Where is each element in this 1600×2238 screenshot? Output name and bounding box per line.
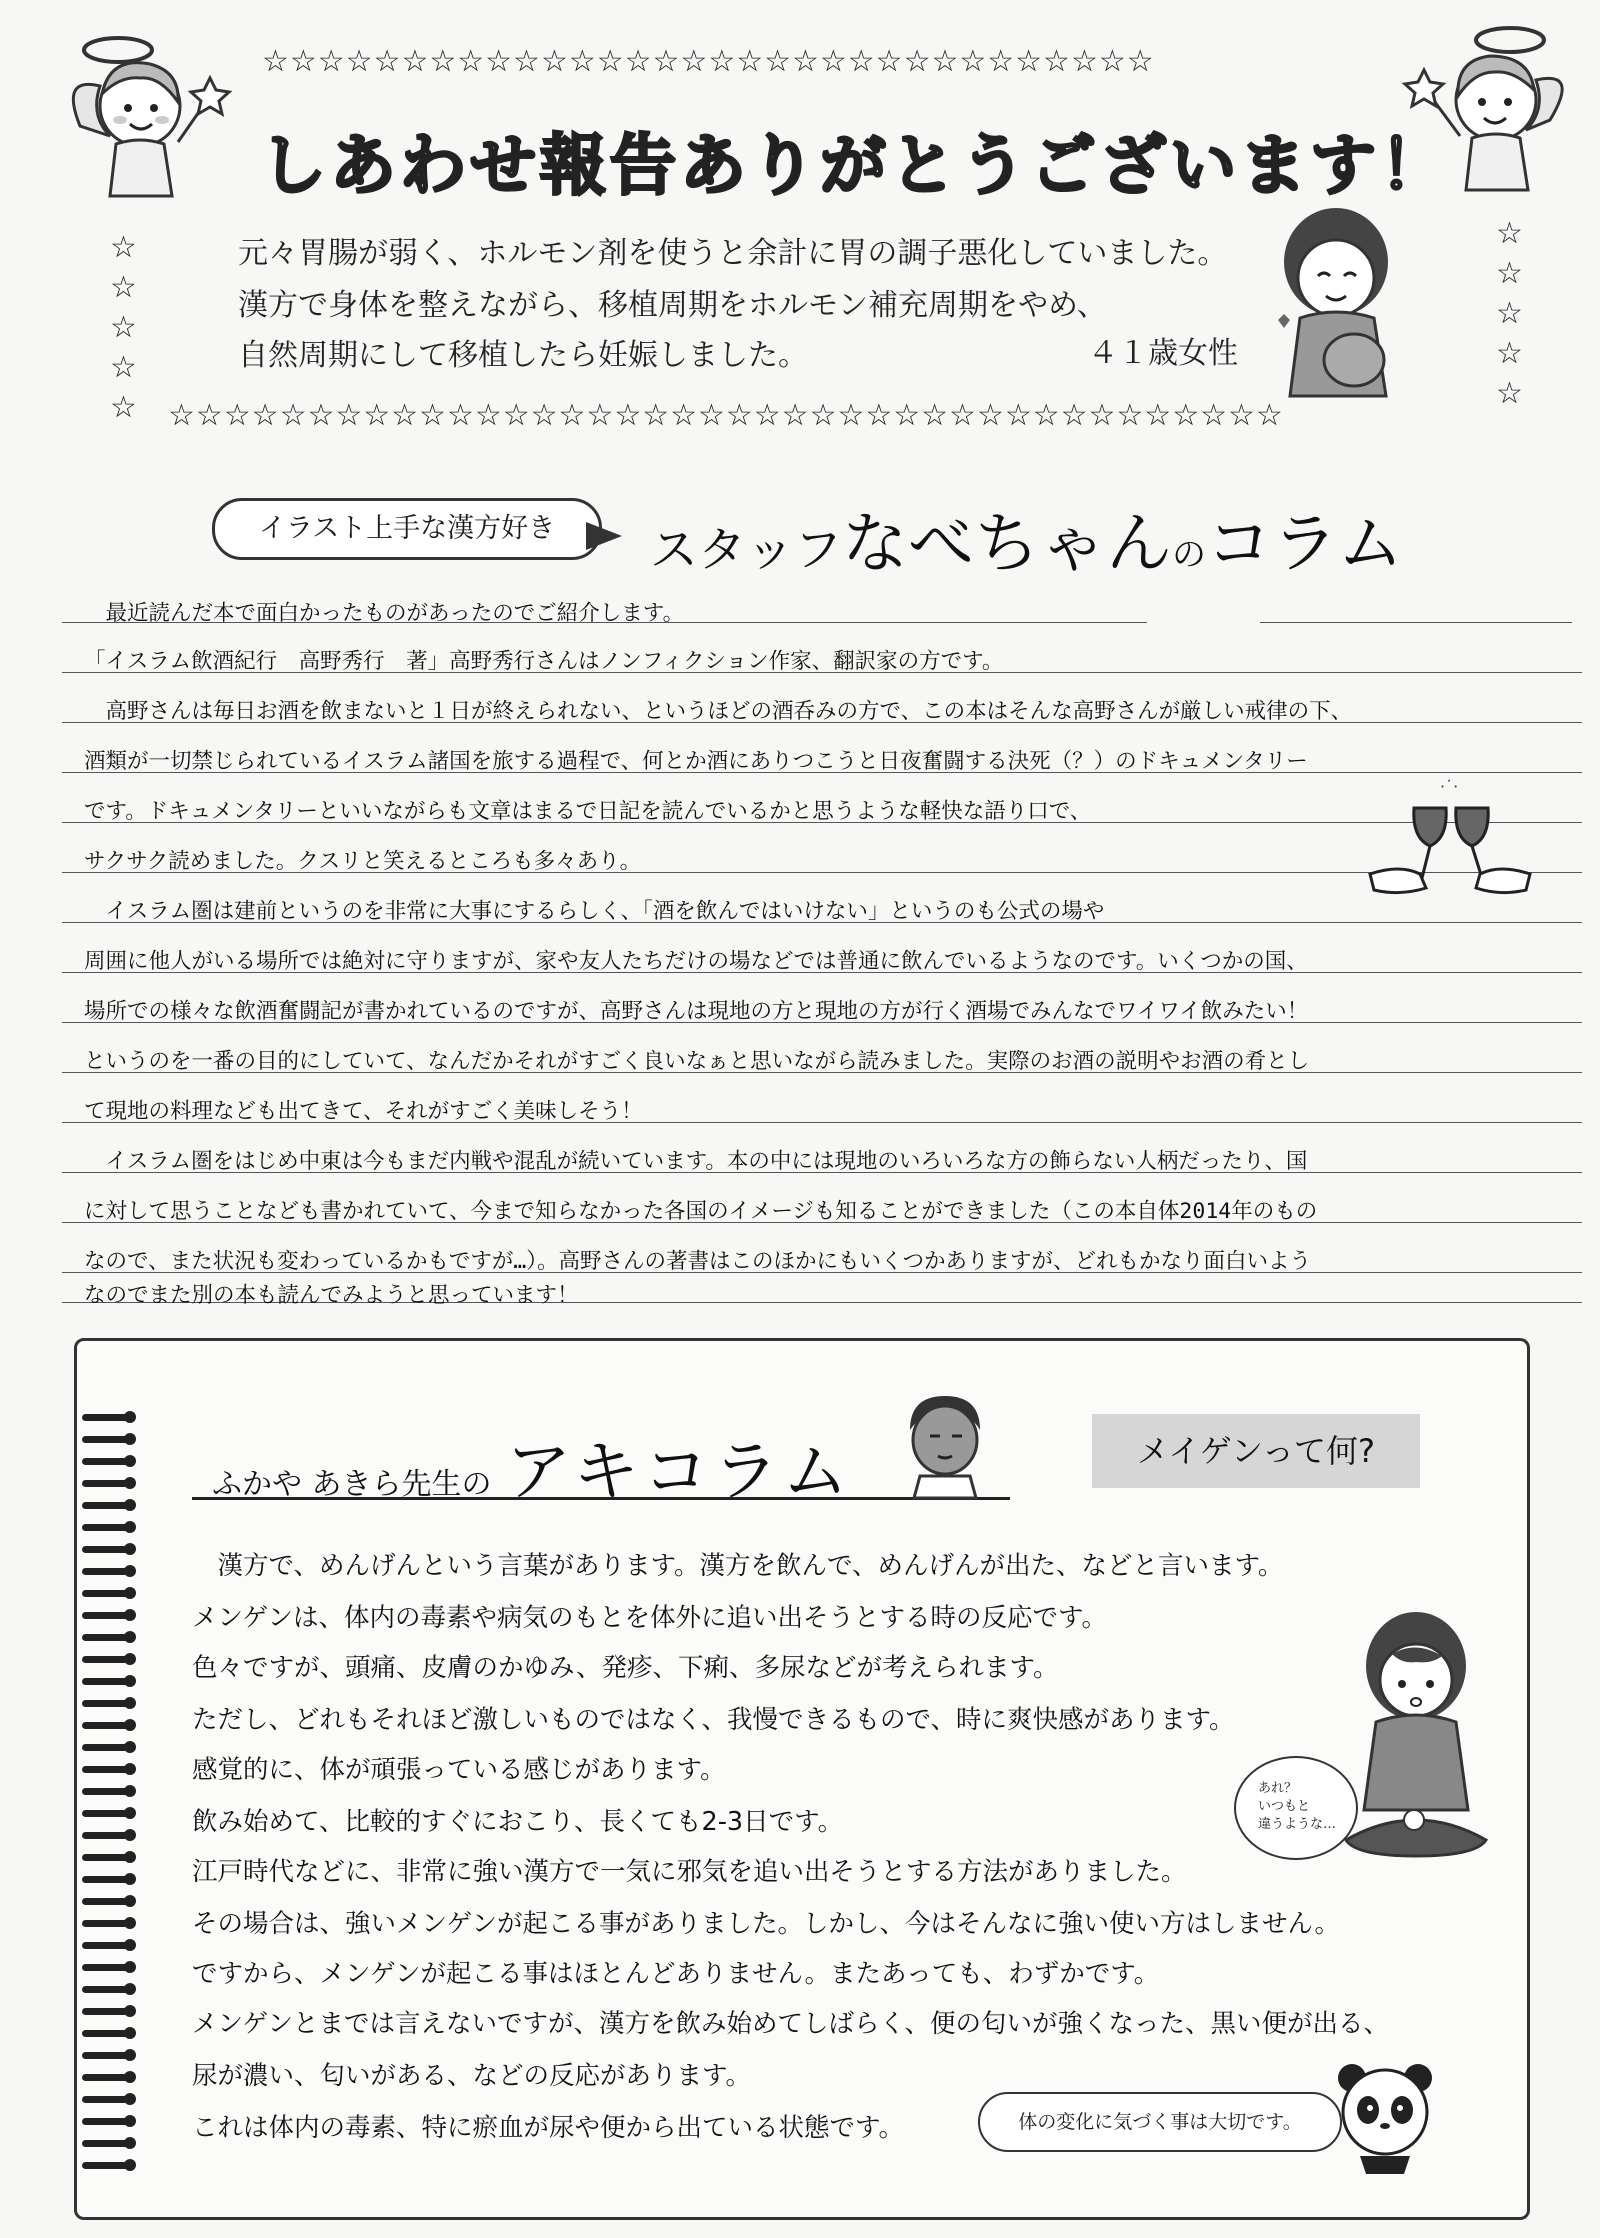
report-title: しあわせ報告ありがとうございます！ bbox=[260, 127, 1450, 204]
column-text-line: イスラム圏は建前というのを非常に大事にするらしく、「酒を飲んではいけない」というのも公式の場や bbox=[84, 899, 1105, 924]
report-author: ４１歳女性 bbox=[1088, 336, 1238, 371]
column-title-part: の bbox=[1172, 535, 1207, 575]
thought-bubble-line: 違うような… bbox=[1258, 1817, 1337, 1832]
column-text-line: です。ドキュメンタリーといいながらも文章はまるで日記を読んでいるかと思うような軽快な語り口で、 bbox=[84, 799, 1092, 824]
spiral-ring bbox=[82, 2074, 130, 2081]
spiral-ring bbox=[82, 2052, 130, 2059]
aki-text-line: 飲み始めて、比較的すぐにおこり、長くても2-3日です。 bbox=[192, 1807, 844, 1837]
spiral-ring bbox=[82, 1876, 130, 1883]
spiral-ring bbox=[82, 1832, 130, 1839]
wine-toast-illustration bbox=[1360, 778, 1540, 908]
panda-illustration bbox=[1330, 2056, 1440, 2176]
spiral-ring bbox=[82, 1986, 130, 1993]
spiral-ring bbox=[82, 2140, 130, 2147]
spiral-ring bbox=[82, 1568, 130, 1575]
report-line: 元々胃腸が弱く、ホルモン剤を使うと余計に胃の調子悪化していました。 bbox=[238, 236, 1228, 271]
question-box: メイゲンって何? bbox=[1092, 1414, 1420, 1488]
column-title-part: なべちゃん bbox=[842, 505, 1173, 582]
column-text-line: て現地の料理なども出てきて、それがすごく美味しそう！ bbox=[84, 1099, 643, 1124]
aki-column-heading: アキコラム bbox=[505, 1433, 853, 1510]
aki-text-line: ですから、メンゲンが起こる事はほとんどありません。またあっても、わずかです。 bbox=[192, 1959, 1160, 1989]
aki-text-line: メンゲンは、体内の毒素や病気のもとを体外に追い出そうとする時の反応です。 bbox=[192, 1603, 1107, 1633]
spiral-ring bbox=[82, 1854, 130, 1861]
star-border-left: ☆ ☆ ☆ ☆ ☆ bbox=[110, 230, 137, 425]
svg-text:·˙·: ·˙· bbox=[1440, 778, 1459, 796]
column-text-line: 場所での様々な飲酒奮闘記が書かれているのですが、高野さんは現地の方と現地の方が行く酒場でみんなでワイワイ飲みたい！ bbox=[84, 999, 1309, 1024]
spiral-ring bbox=[82, 2030, 130, 2037]
doctor-illustration bbox=[900, 1390, 990, 1500]
spiral-ring bbox=[82, 1612, 130, 1619]
spiral-ring bbox=[82, 2096, 130, 2103]
spiral-ring bbox=[82, 1546, 130, 1553]
spiral-ring bbox=[82, 1766, 130, 1773]
column-title-part: コラム bbox=[1206, 505, 1404, 582]
star-border-top: ☆☆☆☆☆☆☆☆☆☆☆☆☆☆☆☆☆☆☆☆☆☆☆☆☆☆☆☆☆☆☆☆ bbox=[262, 44, 1155, 79]
column-tag-bubble: イラスト上手な漢方好き bbox=[212, 498, 602, 560]
aki-text-line: これは体内の毒素、特に瘀血が尿や便から出ている状態です。 bbox=[192, 2113, 904, 2143]
aki-text-line: ただし、どれもそれほど激しいものではなく、我慢できるもので、時に爽快感があります。 bbox=[192, 1705, 1235, 1735]
angel-illustration-left bbox=[60, 16, 240, 216]
spiral-ring bbox=[82, 2008, 130, 2015]
spiral-ring bbox=[82, 1942, 130, 1949]
spiral-ring bbox=[82, 1524, 130, 1531]
spiral-ring bbox=[82, 1898, 130, 1905]
ruled-line bbox=[1260, 622, 1572, 623]
thought-bubble-line: いつもと bbox=[1258, 1799, 1311, 1814]
spiral-ring bbox=[82, 1656, 130, 1663]
aki-text-line: 漢方で、めんげんという言葉があります。漢方を飲んで、めんげんが出た、などと言います。 bbox=[192, 1551, 1284, 1581]
column-text-line: 高野さんは毎日お酒を飲まないと１日が終えられない、というほどの酒呑みの方で、この本はそんな高野さんが厳しい戒律の下、 bbox=[84, 699, 1353, 724]
column-text-line: なので、また状況も変わっているかもですが…）。高野さんの著書はこのほかにもいくつかありますが、どれもかなり面白いよう bbox=[84, 1249, 1312, 1274]
aki-text-line: メンゲンとまでは言えないですが、漢方を飲み始めてしばらく、便の匂いが強くなった、黒い便が出る、 bbox=[192, 2009, 1389, 2039]
spiral-ring bbox=[82, 2162, 130, 2169]
column-text-line: というのを一番の目的にしていて、なんだかそれがすごく良いなぁと思いながら読みました。実際のお酒の説明やお酒の肴とし bbox=[84, 1049, 1310, 1074]
spiral-ring bbox=[82, 1414, 130, 1421]
spiral-ring bbox=[82, 1920, 130, 1927]
spiral-ring bbox=[82, 1458, 130, 1465]
spiral-ring bbox=[82, 1964, 130, 1971]
column-title-part: スタッフ bbox=[650, 522, 843, 578]
aki-text-line: 感覚的に、体が頑張っている感じがあります。 bbox=[192, 1755, 726, 1785]
spiral-ring bbox=[82, 1502, 130, 1509]
report-line: 自然周期にして移植したら妊娠しました。 bbox=[238, 338, 808, 373]
spiral-ring bbox=[82, 1634, 130, 1641]
spiral-ring bbox=[82, 1678, 130, 1685]
column-title bbox=[650, 490, 1403, 585]
report-line: 漢方で身体を整えながら、移植周期をホルモン補充周期をやめ、 bbox=[238, 288, 1107, 323]
star-border-bottom: ☆☆☆☆☆☆☆☆☆☆☆☆☆☆☆☆☆☆☆☆☆☆☆☆☆☆☆☆☆☆☆☆☆☆☆☆☆☆☆☆ bbox=[168, 398, 1284, 433]
spiral-ring bbox=[82, 1700, 130, 1707]
woman-sitting-illustration bbox=[1336, 1610, 1496, 1860]
column-text-line: 「イスラム飲酒紀行 高野秀行 著」高野秀行さんはノンフィクション作家、翻訳家の方です。 bbox=[84, 649, 1004, 674]
column-text-line: 周囲に他人がいる場所では絶対に守りますが、家や友人たちだけの場などでは普通に飲んでいるようなのです。いくつかの国、 bbox=[84, 949, 1308, 974]
column-text-line: なのでまた別の本も読んでみようと思っています！ bbox=[84, 1283, 579, 1308]
aki-text-line: 江戸時代などに、非常に強い漢方で一気に邪気を追い出そうとする方法がありました。 bbox=[192, 1857, 1187, 1887]
thought-bubble-line: あれ？ bbox=[1258, 1781, 1298, 1796]
spiral-ring bbox=[82, 1744, 130, 1751]
spiral-ring bbox=[82, 1590, 130, 1597]
column-text-line: に対して思うことなども書かれていて、今まで知らなかった各国のイメージも知ることができました（この本自体2014年のもの bbox=[84, 1199, 1318, 1224]
column-text-line: サクサク読めました。クスリと笑えるところも多々あり。 bbox=[84, 849, 642, 874]
title-underline bbox=[192, 1497, 1010, 1500]
bubble-tail bbox=[586, 522, 622, 550]
spiral-ring bbox=[82, 1810, 130, 1817]
pregnant-woman-illustration bbox=[1270, 200, 1400, 400]
aki-column-subtitle: ふかや あきら先生の bbox=[212, 1467, 492, 1502]
column-text-line: 最近読んだ本で面白かったものがあったのでご紹介します。 bbox=[84, 601, 685, 626]
thought-bubble bbox=[1234, 1756, 1358, 1860]
aki-text-line: 尿が濃い、匂いがある、などの反応があります。 bbox=[192, 2061, 751, 2091]
star-border-right: ☆ ☆ ☆ ☆ ☆ bbox=[1496, 216, 1523, 411]
column-text-line: イスラム圏をはじめ中東は今もまだ内戦や混乱が続いています。本の中には現地のいろいろな方の飾らない人柄だったり、国 bbox=[84, 1149, 1308, 1174]
column-text-line: 酒類が一切禁じられているイスラム諸国を旅する過程で、何とか酒にありつこうと日夜奮闘する決死（？）のドキュメンタリー bbox=[84, 749, 1308, 774]
aki-text-line: 色々ですが、頭痛、皮膚のかゆみ、発疹、下痢、多尿などが考えられます。 bbox=[192, 1653, 1059, 1683]
note-bubble: 体の変化に気づく事は大切です。 bbox=[978, 2092, 1342, 2152]
spiral-ring bbox=[82, 2118, 130, 2125]
spiral-ring bbox=[82, 1480, 130, 1487]
spiral-ring bbox=[82, 1722, 130, 1729]
aki-text-line: その場合は、強いメンゲンが起こる事がありました。しかし、今はそんなに強い使い方はしません。 bbox=[192, 1909, 1341, 1939]
spiral-ring bbox=[82, 1788, 130, 1795]
spiral-ring bbox=[82, 1436, 130, 1443]
